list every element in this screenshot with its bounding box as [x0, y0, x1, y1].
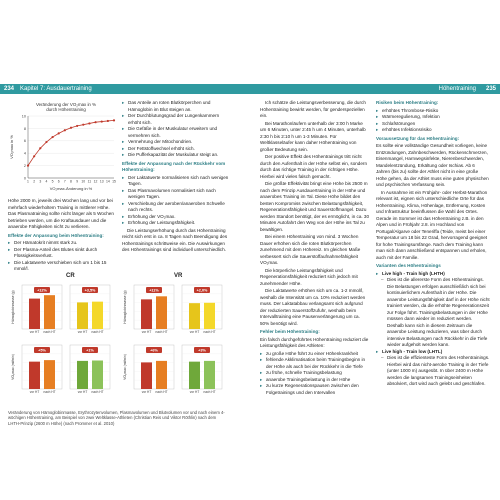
col3-paragraph: Bei Marathonläufern unterhalb der 3:00 h Marke um 6 Minuten, unter 2:45 h um 4 Minuten, unterhalb 2:30 h bis 2:10 h um 1-3 Minuten. Für Weltklasseläufer kann daher Höhentraining von großer Bedeutung sein.: [260, 120, 366, 152]
chapter-title-left: Kapitel 7: Ausdauertraining: [20, 86, 92, 92]
col2-list: [122, 100, 230, 159]
x-tick-label: vor HT: [189, 330, 200, 334]
bar: [77, 361, 88, 389]
percent-label: +3,5%: [84, 288, 96, 293]
vo2max-line-chart: [8, 100, 120, 192]
x-tick-label: 5: [51, 179, 54, 184]
list-item: ▸ zu große Höhe führt zu einer Höhenkrankheit: [260, 351, 370, 358]
data-point: [39, 147, 41, 149]
bar: [92, 361, 103, 390]
data-point: [51, 136, 53, 138]
x-tick-label: 2: [33, 179, 36, 184]
col4-heading-prereq: Voraussetzung für das Höhentraining:: [376, 135, 460, 141]
bar: [29, 299, 40, 329]
x-tick-label: nach HT: [43, 390, 56, 394]
page-number-left: 234: [4, 86, 15, 92]
chart-title: Veränderung der VO₂max in %: [35, 102, 97, 107]
bar-chart-cr: [8, 281, 116, 405]
bar: [29, 362, 40, 389]
x-tick-label: 7: [63, 179, 66, 184]
bar-panel: [182, 345, 222, 394]
list-item: ▸ Die Pufferkapazität der Muskulatur steigt an.: [122, 152, 230, 159]
y-axis-label: VO₂max in %: [9, 135, 14, 159]
variant-title: Live high - Train high (LHTH): [382, 270, 445, 276]
col4-variant-list: [376, 271, 490, 388]
col2-paragraph: Die Leistungserhöhung durch das Höhentraining reicht sich erst in ca. 8 Tagen nach Beendigung des Höhentrainings schrittweise ein. Die Auswirkungen des Höhentrainings sind individuell unterschiedlich.: [122, 227, 228, 252]
col3-paragraph: Ich schätze die Leistungsverbesserung, die durch Höhentraining bewirkt werden, für genderspeziellen ein.: [260, 100, 366, 118]
list-item: ▸ Wärmeregulierung, Infektion: [376, 114, 490, 121]
col3-list: [260, 351, 370, 397]
bar: [204, 361, 215, 389]
variant-title: Live high - Train low (LHTL): [382, 348, 443, 354]
bar: [156, 296, 167, 329]
col1-paragraph: Höhe 2000 m, jeweils drei Wochen lang und vor bei mehrfach wiederholtem Training in mittlerer Höhe. Das Plasmatraining sollte nicht länger als 5 Wochen betrieben werden, um die Kraftausdauer und die anaerobe Fähigkeiten nicht zu verlieren.: [8, 198, 114, 229]
col3-heading: Fehler beim Höhentraining:: [260, 329, 320, 334]
bar-chart-vr: [120, 281, 228, 405]
data-point: [58, 132, 60, 134]
percent-label: +3%: [198, 348, 206, 353]
column-4: [376, 100, 490, 389]
bar-panel: [22, 285, 62, 334]
y-tick-label: 6: [23, 139, 26, 144]
data-point: [33, 155, 35, 157]
x-tick-label: vor HT: [77, 390, 88, 394]
variant-text: – Dies ist die effizienteste Form des Höhentrainings. Hierbei wird das nicht-aerobe Training in der Tiefe (unter 1000 m) ausgeübt. In über 2400 m Höhe werden die langsamen Trainingseinheiten absolviert, dort wird auch gelebt und geschlafen.: [376, 355, 490, 388]
chart-title-line2: durch Höhentraining: [46, 107, 86, 112]
data-point: [70, 127, 72, 129]
x-tick-label: 11: [87, 179, 92, 184]
list-item: ▸ Verschiebung der aeroben/anaeroben Schwelle nach rechts.: [122, 201, 230, 214]
x-tick-label: 10: [81, 179, 86, 184]
col4-paragraph: Es sollte eine vollständige Gesundheit vorliegen, keine Entzündungen, Zahnbeschwerden, Rückenschmerzen, Eisenmangel, Harnwegsinfekte, Nierenbeschwerden, Mandelentzündung, Erkältung oder Ischias. Ab 6 Jahren (bis zu) sollte der Athlet nicht in eine große Höhe gehen, da der Athlet muss eine guten physischen und psychischen Verfassung sein.: [376, 143, 489, 187]
col1-heading: Effekte der Anpassung beim Höhentraining:: [8, 232, 104, 238]
x-tick-label: nach HT: [203, 390, 216, 394]
y-axis-label: Hämoglobinmasse (g): [123, 290, 127, 324]
x-tick-label: 14: [105, 179, 110, 184]
list-item: ▸ Die Gefäße in der Muskulatur erweitern und vermehren sich.: [122, 126, 230, 139]
y-axis-label: VO₂max (ml/min): [11, 354, 15, 380]
list-item: ▸ fehlende Akklimatisation beim Trainingsbeginn in der Höhe als auch bei der Rückkehr in die Tiefe: [260, 357, 370, 370]
col4-heading-variants: Varianten des Höhentrainings: [376, 263, 441, 268]
column-2: [122, 100, 230, 255]
bar-panel: [70, 285, 110, 334]
col4-risk-list: [376, 108, 490, 134]
x-tick-label: 4: [45, 179, 48, 184]
x-tick-label: nach HT: [43, 330, 56, 334]
list-item: ▸ erhöhtes Thrombose-Risiko: [376, 108, 490, 115]
page-number-right: 235: [485, 86, 496, 92]
data-point: [101, 120, 103, 122]
x-tick-label: 1: [27, 179, 29, 184]
data-point: [94, 121, 96, 123]
col3-paragraph: Die körperliche Leistungsfähigkeit und Regenerationsfähigkeit reduziert sich jedoch mit zunehmender Höhe.: [260, 267, 358, 286]
x-tick-label: vor HT: [141, 330, 152, 334]
list-item: ▸ erhöhtes Infektionsrisiko: [376, 127, 490, 134]
percent-label: +6%: [150, 348, 158, 353]
block-title-vr: VR: [174, 273, 183, 279]
x-tick-label: vor HT: [141, 390, 152, 394]
bar-panel: [22, 345, 62, 394]
x-tick-label: vor HT: [189, 390, 200, 394]
list-item: ▸ Der Fettstoffwechsel erhöht sich.: [122, 146, 230, 153]
col3-paragraph: Bei einem Höhentraining von mind. 3 Wochen Dauer erhöhen sich die roten Blutkörperchen zunehmend mit dem Höhereiz. Im gleichen Maße verbessert sich die Sauerstoffaufnahmefähigkeit VO₂max.: [260, 234, 361, 265]
col4-heading-risks: Risiken beim Höhentraining:: [376, 100, 439, 105]
x-tick-label: 8: [70, 179, 72, 184]
percent-label: +2,0%: [196, 288, 208, 293]
data-point: [113, 119, 115, 121]
y-tick-label: 10: [21, 114, 26, 119]
bar: [189, 362, 200, 389]
list-item: ▸ zu frühe, schnelle Trainingsbelastung: [260, 370, 370, 377]
bar-panel: [70, 345, 110, 394]
y-axis-label: VO₂max (ml/min): [123, 354, 127, 380]
x-tick-label: 3: [39, 179, 42, 184]
bar-block-vr: [120, 273, 228, 405]
data-point: [76, 125, 78, 127]
x-tick-label: nach HT: [203, 330, 216, 334]
x-tick-label: nach HT: [91, 330, 104, 334]
y-axis-label: Hämoglobinmasse (g): [11, 290, 15, 324]
variant-text: – Dies ist die allererste Form des Höhentrainings. Die Belastungen erfolgen ausschließlich sich bei kontinuierlichem Aufenthalt in der Höhe. Die anaerobe Leistungsfähigkeit darf in der Höhe nicht trainiert werden, da die erhöhte Regenerationszeit zur Folge führt. Trainingsbelastungen in der Höhe müssen dann wieder im reduziert werden. Deshalb kann sich in diesem Zeitraum die anaerobe Leistung reduzieren, was über durch intensive Belastungen nach Rückkehr in die Tiefe wieder aufgeholt werden kann.: [376, 277, 490, 349]
percent-label: +11%: [149, 288, 159, 293]
figure-caption: Veränderung von Hämoglobinmasse, Erythrozytenvolumen, Plasmavolumen und Blutvolumen vor und nach einem 4-wöchigen Höhentraining, am Beispiel von zwei Weltklasse-Athleten (Christian Reis und Viktor Röthlin) nach dem LHTH-Prinzip (2600 m Höhe) (nach Prommer et al. 2010): [8, 410, 225, 426]
list-item: ▸ Das Anteile an roten Blutkörperchen und Hämoglobin im Blut steigen an.: [122, 100, 230, 113]
bar: [189, 303, 200, 329]
x-tick-label: nach HT: [91, 390, 104, 394]
x-tick-label: 13: [99, 179, 104, 184]
block-title-cr: CR: [66, 273, 75, 279]
col2-list-2: [122, 175, 230, 227]
list-item: ▸ Vermehrung der Mitochondrien.: [122, 139, 230, 146]
x-tick-label: 12: [93, 179, 98, 184]
bar-block-cr: [8, 273, 116, 405]
bar: [141, 362, 152, 389]
y-tick-label: 4: [23, 151, 26, 156]
x-tick-label: 9: [76, 179, 79, 184]
bar-panel: [182, 285, 222, 334]
x-axis-label: VO₂max-Änderung in %: [49, 186, 93, 191]
x-tick-label: vor HT: [77, 330, 88, 334]
bar: [44, 295, 55, 329]
x-tick-label: 15: [112, 179, 116, 184]
col3-paragraph: Die größte Effektivität bringt eine Höhe bis 2500 m nach dem Prinzip Ausdauertraining in der Höhe und anaerobes Training im Tal. Diese Höhe bildet den besten Kompromiss zwischen Belastungsfähigkeit, Regenerationsfähigkeit und Sauerstoffmangel. Dazu werden Standort benötigt, der es ermöglicht, in ca. 30 Minuten Autofahrt den Weg von der Höhe ins Tal zu bewältigen.: [260, 181, 370, 232]
list-item: ▸ Der Hämatokrit nimmt stark zu.: [8, 240, 116, 247]
col1-list: [8, 240, 116, 273]
data-point: [107, 120, 109, 122]
data-point: [27, 165, 29, 167]
x-tick-label: 6: [57, 179, 60, 184]
percent-label: +1%: [86, 348, 94, 353]
list-item: ▸ Der Plasma-Anteil des Blutes sinkt durch Flüssigkeitsverlust.: [8, 247, 116, 260]
list-item: ▸ Schlafstörungen: [376, 121, 490, 128]
col2-heading: Effekte der Anpassung nach der Rückkehr vom Höhentraining:: [122, 160, 226, 172]
bar: [44, 360, 55, 389]
x-tick-label: vor HT: [29, 330, 40, 334]
percent-label: +12%: [37, 288, 47, 293]
list-item: ▸ zu kurze Regenerationspausen zwischen den Folgetrainings und den Intervallen: [260, 383, 370, 396]
y-tick-label: 8: [23, 126, 26, 131]
y-tick-label: 2: [23, 164, 26, 168]
bar: [156, 361, 167, 389]
x-tick-label: nach HT: [155, 390, 168, 394]
x-tick-label: nach HT: [155, 330, 168, 334]
list-item: ▸ Die Laktatwerte verschieben sich um 1 bis 15 mmol/l.: [8, 260, 116, 273]
bar-panel: [134, 285, 174, 334]
data-point: [64, 129, 66, 131]
col4-paragraph: In Ausnahme ist ein Frühjahr- oder Herbst-Marathon relevant ist, eignen sich unterschiedliche Orte für das Höhentraining. Klima, Höhenlage, Entfernung, Kosten und Infrastruktur beeinflussen die Wahl des Ortes. Gerade im Sommer ist das Höhentraining z.B. in den Alpen und in Frühjahr 2.8. im Hochland von Portugal/Algarve oder Teneriffa (Teide, meist bei einer Temperatur um 18 bis 22 Grad, hervorragend geeignet für hohe Trainingsumfänge. Nach dem Training kann man sich dann anschließend entspannen und erholen, auch mit der Familie.: [376, 189, 488, 260]
list-item: ▸ Der Durchblutungsgrad der Lungenkammern erhöht sich.: [122, 113, 230, 126]
data-point: [45, 141, 47, 143]
column-3: [260, 100, 370, 397]
data-point: [82, 124, 84, 126]
column-1: [8, 198, 116, 274]
y-tick-label: 0: [23, 176, 26, 181]
list-item: ▸ anaerobe Trainingsbelastung in der Höhe: [260, 377, 370, 384]
col3-paragraph: Ein falsch durchgeführtes Höhentraining reduziert die Leistungsfähigkeit des Athleten:: [260, 336, 369, 348]
bar: [141, 299, 152, 329]
percent-label: +5%: [38, 348, 46, 353]
bar: [92, 302, 103, 329]
list-item: ▸ Der Laktatwerte normalisieren sich nach wenigen Tagen.: [122, 175, 230, 188]
list-item: ▸ Erhöhung der VO₂max.: [122, 214, 230, 221]
data-point: [88, 122, 90, 124]
col3-paragraph: Die Laktatwerte erhöhen sich um ca. 1-2 mmol/l, weshalb die Intensität um ca. 10% reduziert werden muss. Der Laktatabbau verlangsamt sich aufgrund der reduzierten Sauerstoffzufuhr, weshalb beim Intervalltraining eine Pausenverlängerung um ca. 50% benötigt wird.: [260, 288, 366, 326]
list-item: ▸ Das Plasmavolumen normalisiert sich nach wenigen Tagen.: [122, 188, 230, 201]
x-tick-label: vor HT: [29, 390, 40, 394]
bar-panel: [134, 345, 174, 394]
bar: [204, 303, 215, 329]
chapter-title-right: Höhentraining: [438, 86, 476, 92]
bar: [77, 302, 88, 329]
list-item: ▸ Erhöhung der Leistungsfähigkeit.: [122, 220, 230, 227]
col3-paragraph: Der positive Effekt des Höhentrainings tritt nicht durch den Aufenthalt in der Höhe selbst ein, sondern durch das richtige Training in der richtigen Höhe. Hierbei wird vieles falsch gemacht.: [260, 154, 368, 179]
